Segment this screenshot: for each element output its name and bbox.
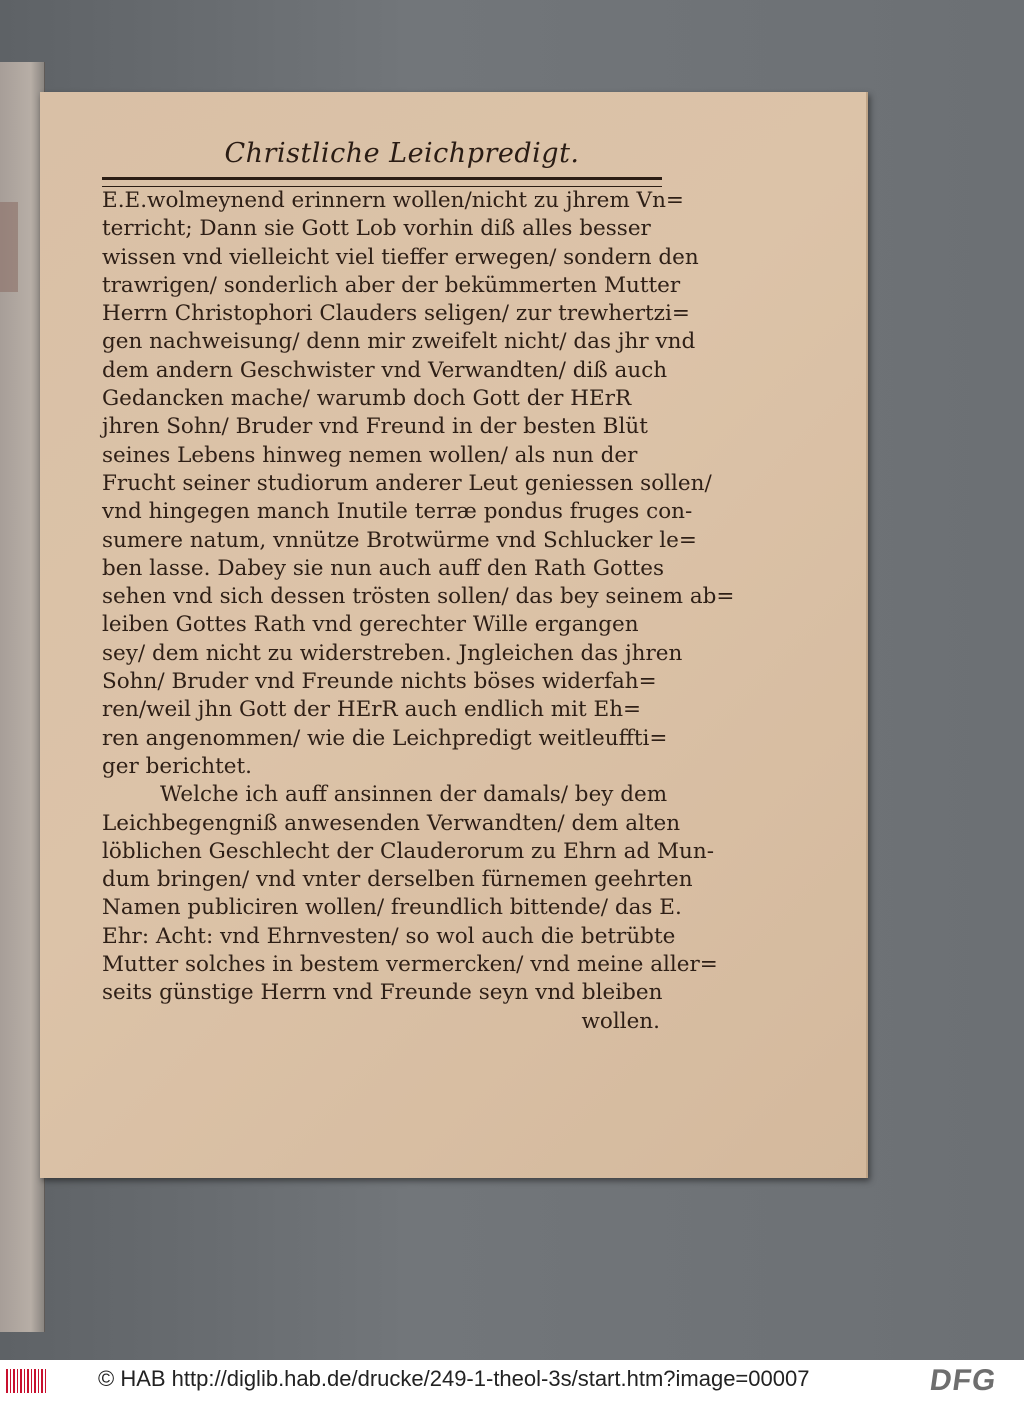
previous-page-edge <box>0 62 45 1332</box>
text-line: dem andern Geschwister vnd Verwandten/ diß auch <box>102 357 668 383</box>
text-line: Leichbegengniß anwesenden Verwandten/ dem alten <box>102 810 681 836</box>
text-line: seits günstige Herrn vnd Freunde seyn vnd bleiben <box>102 980 663 1006</box>
header-rule <box>102 177 662 187</box>
previous-page-stain <box>0 202 18 292</box>
text-line: Frucht seiner studiorum anderer Leut geniessen sollen/ <box>102 470 712 496</box>
text-line: gen nachweisung/ denn mir zweifelt nicht/ das jhr vnd <box>102 329 696 355</box>
body-text <box>102 187 735 1036</box>
text-line: dum bringen/ vnd vnter derselben fürnemen geehrten <box>102 867 693 893</box>
text-line: sehen vnd sich dessen trösten sollen/ das bey seinem ab= <box>102 584 735 610</box>
text-line: Herrn Christophori Clauders seligen/ zur trewhertzi= <box>102 301 690 327</box>
text-line: ren/weil jhn Gott der HErR auch endlich mit Eh= <box>102 697 642 723</box>
text-line: ben lasse. Dabey sie nun auch auff den Rath Gottes <box>102 555 664 581</box>
source-link[interactable]: © HAB http://diglib.hab.de/drucke/249-1-theol-3s/start.htm?image=00007 <box>98 1366 810 1391</box>
text-line: sey/ dem nicht zu widerstreben. Jngleichen das jhren <box>102 640 683 666</box>
text-line: ger berichtet. <box>102 753 252 779</box>
text-line: ren angenommen/ wie die Leichpredigt weitleuffti= <box>102 725 668 751</box>
page-text-block <box>102 132 735 1036</box>
text-line: Welche ich auff ansinnen der damals/ bey dem <box>160 782 668 808</box>
running-head: Christliche Leichpredigt. <box>224 138 580 169</box>
text-line: jhren Sohn/ Bruder vnd Freund in der besten Blüt <box>102 414 648 440</box>
dfg-logo: DFG <box>927 1364 999 1397</box>
text-line: terricht; Dann sie Gott Lob vorhin diß alles besser <box>102 216 651 242</box>
text-line: E.E.wolmeynend erinnern wollen/nicht zu jhrem Vn= <box>102 188 684 213</box>
text-line: sumere natum, vnnütze Brotwürme vnd Schlucker le= <box>102 527 697 553</box>
catchword: wollen. <box>581 1008 660 1034</box>
footer-bar <box>0 1360 1024 1402</box>
text-line: Namen publiciren wollen/ freundlich bittende/ das E. <box>102 895 682 921</box>
text-line: Gedancken mache/ warumb doch Gott der HErR <box>102 386 632 412</box>
text-line: leiben Gottes Rath vnd gerechter Wille ergangen <box>102 612 639 638</box>
text-line: Mutter solches in bestem vermercken/ vnd meine aller= <box>102 952 718 978</box>
text-line: vnd hingegen manch Inutile terræ pondus fruges con- <box>102 499 693 525</box>
text-line: trawrigen/ sonderlich aber der bekümmerten Mutter <box>102 272 681 298</box>
text-line: Sohn/ Bruder vnd Freunde nichts böses widerfah= <box>102 669 657 695</box>
text-line: Ehr: Acht: vnd Ehrnvesten/ so wol auch die betrübte <box>102 923 676 949</box>
text-line: wissen vnd vielleicht viel tieffer erwegen/ sondern den <box>102 244 699 270</box>
text-line: seines Lebens hinweg nemen wollen/ als nun der <box>102 442 638 468</box>
hab-barcode-icon <box>6 1369 46 1393</box>
book-page <box>40 92 868 1178</box>
text-line: löblichen Geschlecht der Clauderorum zu Ehrn ad Mun- <box>102 838 714 864</box>
